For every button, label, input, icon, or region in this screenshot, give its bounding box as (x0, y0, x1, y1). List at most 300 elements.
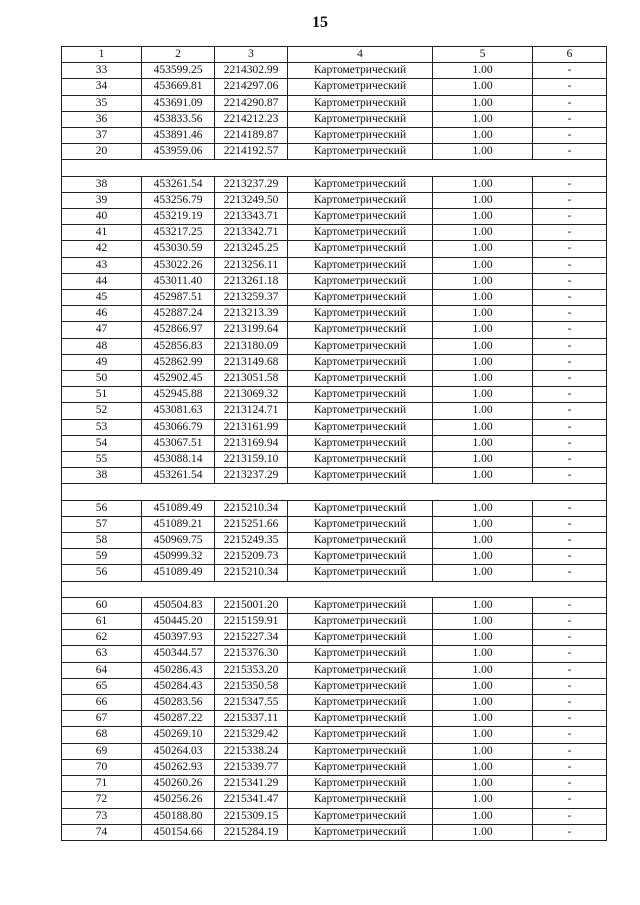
method-cell: Картометрический (288, 824, 433, 840)
x-coordinate-cell: 450269.10 (142, 727, 215, 743)
x-coordinate-cell: 452945.88 (142, 387, 215, 403)
accuracy-cell: 1.00 (433, 225, 533, 241)
method-cell: Картометрический (288, 322, 433, 338)
description-cell: - (533, 516, 607, 532)
description-cell: - (533, 403, 607, 419)
method-cell: Картометрический (288, 597, 433, 613)
point-number-cell: 68 (62, 727, 142, 743)
method-cell: Картометрический (288, 306, 433, 322)
description-cell: - (533, 549, 607, 565)
point-number-cell: 58 (62, 533, 142, 549)
x-coordinate-cell: 453891.46 (142, 128, 215, 144)
accuracy-cell: 1.00 (433, 111, 533, 127)
accuracy-cell: 1.00 (433, 500, 533, 516)
y-coordinate-cell: 2213237.29 (215, 176, 288, 192)
accuracy-cell: 1.00 (433, 776, 533, 792)
y-coordinate-cell: 2215329.42 (215, 727, 288, 743)
table-row (62, 792, 607, 808)
table-row (62, 387, 607, 403)
description-cell: - (533, 225, 607, 241)
description-cell: - (533, 452, 607, 468)
x-coordinate-cell: 453261.54 (142, 468, 215, 484)
table-row (62, 354, 607, 370)
table-row (62, 727, 607, 743)
y-coordinate-cell: 2215227.34 (215, 630, 288, 646)
description-cell: - (533, 695, 607, 711)
description-cell: - (533, 662, 607, 678)
table-row (62, 695, 607, 711)
description-cell: - (533, 176, 607, 192)
method-cell: Картометрический (288, 695, 433, 711)
point-number-cell: 57 (62, 516, 142, 532)
method-cell: Картометрический (288, 419, 433, 435)
table-row (62, 306, 607, 322)
y-coordinate-cell: 2215284.19 (215, 824, 288, 840)
point-number-cell: 36 (62, 111, 142, 127)
description-cell: - (533, 192, 607, 208)
page-number: 15 (312, 14, 328, 31)
y-coordinate-cell: 2215338.24 (215, 743, 288, 759)
y-coordinate-cell: 2215309.15 (215, 808, 288, 824)
method-cell: Картометрический (288, 144, 433, 160)
point-number-cell: 64 (62, 662, 142, 678)
x-coordinate-cell: 450284.43 (142, 678, 215, 694)
point-number-cell: 48 (62, 338, 142, 354)
y-coordinate-cell: 2213245.25 (215, 241, 288, 257)
point-number-cell: 51 (62, 387, 142, 403)
point-number-cell: 70 (62, 759, 142, 775)
accuracy-cell: 1.00 (433, 79, 533, 95)
x-coordinate-cell: 450154.66 (142, 824, 215, 840)
description-cell: - (533, 533, 607, 549)
description-cell: - (533, 111, 607, 127)
y-coordinate-cell: 2215249.35 (215, 533, 288, 549)
point-number-cell: 43 (62, 257, 142, 273)
description-cell: - (533, 128, 607, 144)
description-cell: - (533, 808, 607, 824)
y-coordinate-cell: 2215210.34 (215, 565, 288, 581)
description-cell: - (533, 209, 607, 225)
method-cell: Картометрический (288, 776, 433, 792)
table-row (62, 225, 607, 241)
y-coordinate-cell: 2214297.06 (215, 79, 288, 95)
accuracy-cell: 1.00 (433, 354, 533, 370)
description-cell: - (533, 338, 607, 354)
table-row (62, 95, 607, 111)
x-coordinate-cell: 450260.26 (142, 776, 215, 792)
table-row (62, 435, 607, 451)
method-cell: Картометрический (288, 516, 433, 532)
point-number-cell: 73 (62, 808, 142, 824)
x-coordinate-cell: 453959.06 (142, 144, 215, 160)
y-coordinate-cell: 2213213.39 (215, 306, 288, 322)
method-cell: Картометрический (288, 533, 433, 549)
x-coordinate-cell: 453691.09 (142, 95, 215, 111)
x-coordinate-cell: 452887.24 (142, 306, 215, 322)
description-cell: - (533, 371, 607, 387)
table-row (62, 338, 607, 354)
description-cell: - (533, 500, 607, 516)
description-cell: - (533, 678, 607, 694)
method-cell: Картометрический (288, 792, 433, 808)
x-coordinate-cell: 450445.20 (142, 614, 215, 630)
table-row (62, 516, 607, 532)
y-coordinate-cell: 2213051.58 (215, 371, 288, 387)
description-cell: - (533, 614, 607, 630)
point-number-cell: 63 (62, 646, 142, 662)
description-cell: - (533, 597, 607, 613)
x-coordinate-cell: 450256.26 (142, 792, 215, 808)
separator-row (62, 160, 607, 176)
accuracy-cell: 1.00 (433, 662, 533, 678)
point-number-cell: 56 (62, 565, 142, 581)
table-row (62, 79, 607, 95)
method-cell: Картометрический (288, 662, 433, 678)
method-cell: Картометрический (288, 241, 433, 257)
point-number-cell: 46 (62, 306, 142, 322)
y-coordinate-cell: 2213199.64 (215, 322, 288, 338)
table-row (62, 403, 607, 419)
description-cell: - (533, 387, 607, 403)
method-cell: Картометрический (288, 549, 433, 565)
x-coordinate-cell: 450287.22 (142, 711, 215, 727)
point-number-cell: 45 (62, 290, 142, 306)
description-cell: - (533, 322, 607, 338)
y-coordinate-cell: 2213069.32 (215, 387, 288, 403)
y-coordinate-cell: 2215251.66 (215, 516, 288, 532)
accuracy-cell: 1.00 (433, 824, 533, 840)
description-cell: - (533, 824, 607, 840)
method-cell: Картометрический (288, 468, 433, 484)
method-cell: Картометрический (288, 192, 433, 208)
point-number-cell: 50 (62, 371, 142, 387)
method-cell: Картометрический (288, 176, 433, 192)
description-cell: - (533, 646, 607, 662)
method-cell: Картометрический (288, 435, 433, 451)
y-coordinate-cell: 2215347.55 (215, 695, 288, 711)
accuracy-cell: 1.00 (433, 597, 533, 613)
method-cell: Картометрический (288, 678, 433, 694)
x-coordinate-cell: 450344.57 (142, 646, 215, 662)
point-number-cell: 41 (62, 225, 142, 241)
description-cell: - (533, 290, 607, 306)
accuracy-cell: 1.00 (433, 808, 533, 824)
table-row (62, 209, 607, 225)
point-number-cell: 66 (62, 695, 142, 711)
accuracy-cell: 1.00 (433, 533, 533, 549)
table-row (62, 257, 607, 273)
table-row (62, 711, 607, 727)
y-coordinate-cell: 2215341.47 (215, 792, 288, 808)
y-coordinate-cell: 2214192.57 (215, 144, 288, 160)
method-cell: Картометрический (288, 225, 433, 241)
method-cell: Картометрический (288, 500, 433, 516)
method-cell: Картометрический (288, 371, 433, 387)
description-cell: - (533, 759, 607, 775)
method-cell: Картометрический (288, 257, 433, 273)
x-coordinate-cell: 453217.25 (142, 225, 215, 241)
table-row (62, 144, 607, 160)
table-row (62, 533, 607, 549)
accuracy-cell: 1.00 (433, 646, 533, 662)
x-coordinate-cell: 450188.80 (142, 808, 215, 824)
point-number-cell: 35 (62, 95, 142, 111)
method-cell: Картометрический (288, 565, 433, 581)
method-cell: Картометрический (288, 111, 433, 127)
accuracy-cell: 1.00 (433, 273, 533, 289)
description-cell: - (533, 419, 607, 435)
accuracy-cell: 1.00 (433, 743, 533, 759)
method-cell: Картометрический (288, 273, 433, 289)
method-cell: Картометрический (288, 290, 433, 306)
x-coordinate-cell: 452987.51 (142, 290, 215, 306)
description-cell: - (533, 468, 607, 484)
accuracy-cell: 1.00 (433, 338, 533, 354)
method-cell: Картометрический (288, 743, 433, 759)
accuracy-cell: 1.00 (433, 290, 533, 306)
y-coordinate-cell: 2213261.18 (215, 273, 288, 289)
method-cell: Картометрический (288, 354, 433, 370)
table-row (62, 176, 607, 192)
x-coordinate-cell: 453833.56 (142, 111, 215, 127)
table-row (62, 500, 607, 516)
table-row (62, 824, 607, 840)
y-coordinate-cell: 2215209.73 (215, 549, 288, 565)
y-coordinate-cell: 2215376.30 (215, 646, 288, 662)
description-cell: - (533, 144, 607, 160)
point-number-cell: 71 (62, 776, 142, 792)
y-coordinate-cell: 2213149.68 (215, 354, 288, 370)
description-cell: - (533, 63, 607, 79)
table-row (62, 468, 607, 484)
table-row (62, 63, 607, 79)
y-coordinate-cell: 2214290.87 (215, 95, 288, 111)
method-cell: Картометрический (288, 711, 433, 727)
table-header-row (62, 47, 607, 63)
column-header: 6 (533, 47, 607, 63)
x-coordinate-cell: 452866.97 (142, 322, 215, 338)
description-cell: - (533, 565, 607, 581)
x-coordinate-cell: 453081.63 (142, 403, 215, 419)
x-coordinate-cell: 453599.25 (142, 63, 215, 79)
description-cell: - (533, 273, 607, 289)
y-coordinate-cell: 2213342.71 (215, 225, 288, 241)
point-number-cell: 72 (62, 792, 142, 808)
point-number-cell: 42 (62, 241, 142, 257)
y-coordinate-cell: 2213180.09 (215, 338, 288, 354)
x-coordinate-cell: 450264.03 (142, 743, 215, 759)
method-cell: Картометрический (288, 95, 433, 111)
table-row (62, 549, 607, 565)
point-number-cell: 60 (62, 597, 142, 613)
x-coordinate-cell: 453261.54 (142, 176, 215, 192)
y-coordinate-cell: 2213249.50 (215, 192, 288, 208)
accuracy-cell: 1.00 (433, 257, 533, 273)
point-number-cell: 20 (62, 144, 142, 160)
table-row (62, 776, 607, 792)
accuracy-cell: 1.00 (433, 128, 533, 144)
point-number-cell: 53 (62, 419, 142, 435)
x-coordinate-cell: 453011.40 (142, 273, 215, 289)
x-coordinate-cell: 450286.43 (142, 662, 215, 678)
description-cell: - (533, 306, 607, 322)
table-row (62, 646, 607, 662)
description-cell: - (533, 776, 607, 792)
x-coordinate-cell: 453256.79 (142, 192, 215, 208)
point-number-cell: 52 (62, 403, 142, 419)
accuracy-cell: 1.00 (433, 630, 533, 646)
accuracy-cell: 1.00 (433, 792, 533, 808)
accuracy-cell: 1.00 (433, 759, 533, 775)
column-header: 5 (433, 47, 533, 63)
x-coordinate-cell: 452862.99 (142, 354, 215, 370)
x-coordinate-cell: 453030.59 (142, 241, 215, 257)
y-coordinate-cell: 2213259.37 (215, 290, 288, 306)
y-coordinate-cell: 2213161.99 (215, 419, 288, 435)
table-row (62, 614, 607, 630)
table-row (62, 452, 607, 468)
x-coordinate-cell: 450283.56 (142, 695, 215, 711)
point-number-cell: 38 (62, 176, 142, 192)
accuracy-cell: 1.00 (433, 144, 533, 160)
x-coordinate-cell: 451089.49 (142, 565, 215, 581)
separator-row (62, 581, 607, 597)
point-number-cell: 59 (62, 549, 142, 565)
point-number-cell: 37 (62, 128, 142, 144)
x-coordinate-cell: 453067.51 (142, 435, 215, 451)
method-cell: Картометрический (288, 387, 433, 403)
accuracy-cell: 1.00 (433, 95, 533, 111)
method-cell: Картометрический (288, 759, 433, 775)
accuracy-cell: 1.00 (433, 403, 533, 419)
table-row (62, 111, 607, 127)
x-coordinate-cell: 453219.19 (142, 209, 215, 225)
table-row (62, 273, 607, 289)
accuracy-cell: 1.00 (433, 63, 533, 79)
point-number-cell: 47 (62, 322, 142, 338)
y-coordinate-cell: 2215210.34 (215, 500, 288, 516)
description-cell: - (533, 792, 607, 808)
table-row (62, 630, 607, 646)
y-coordinate-cell: 2214189.87 (215, 128, 288, 144)
column-header: 2 (142, 47, 215, 63)
table-row (62, 662, 607, 678)
accuracy-cell: 1.00 (433, 387, 533, 403)
point-number-cell: 40 (62, 209, 142, 225)
method-cell: Картометрический (288, 128, 433, 144)
x-coordinate-cell: 450504.83 (142, 597, 215, 613)
table-row (62, 678, 607, 694)
method-cell: Картометрический (288, 452, 433, 468)
point-number-cell: 49 (62, 354, 142, 370)
y-coordinate-cell: 2215337.11 (215, 711, 288, 727)
description-cell: - (533, 711, 607, 727)
x-coordinate-cell: 452856.83 (142, 338, 215, 354)
y-coordinate-cell: 2215001.20 (215, 597, 288, 613)
y-coordinate-cell: 2213169.94 (215, 435, 288, 451)
column-header: 4 (288, 47, 433, 63)
y-coordinate-cell: 2215159.91 (215, 614, 288, 630)
y-coordinate-cell: 2214212.23 (215, 111, 288, 127)
accuracy-cell: 1.00 (433, 614, 533, 630)
accuracy-cell: 1.00 (433, 695, 533, 711)
y-coordinate-cell: 2213124.71 (215, 403, 288, 419)
description-cell: - (533, 95, 607, 111)
description-cell: - (533, 630, 607, 646)
method-cell: Картометрический (288, 403, 433, 419)
point-number-cell: 34 (62, 79, 142, 95)
x-coordinate-cell: 450262.93 (142, 759, 215, 775)
x-coordinate-cell: 450999.32 (142, 549, 215, 565)
method-cell: Картометрический (288, 63, 433, 79)
table-row (62, 743, 607, 759)
table-row (62, 128, 607, 144)
accuracy-cell: 1.00 (433, 727, 533, 743)
table-row (62, 241, 607, 257)
table-row (62, 808, 607, 824)
point-number-cell: 56 (62, 500, 142, 516)
column-header: 3 (215, 47, 288, 63)
accuracy-cell: 1.00 (433, 565, 533, 581)
description-cell: - (533, 79, 607, 95)
x-coordinate-cell: 453669.81 (142, 79, 215, 95)
y-coordinate-cell: 2213256.11 (215, 257, 288, 273)
separator-cell (62, 581, 607, 597)
x-coordinate-cell: 450969.75 (142, 533, 215, 549)
table-row (62, 419, 607, 435)
accuracy-cell: 1.00 (433, 516, 533, 532)
accuracy-cell: 1.00 (433, 371, 533, 387)
y-coordinate-cell: 2213159.10 (215, 452, 288, 468)
table-row (62, 759, 607, 775)
y-coordinate-cell: 2214302.99 (215, 63, 288, 79)
description-cell: - (533, 743, 607, 759)
y-coordinate-cell: 2213343.71 (215, 209, 288, 225)
point-number-cell: 44 (62, 273, 142, 289)
table-row (62, 565, 607, 581)
column-header: 1 (62, 47, 142, 63)
table-row (62, 322, 607, 338)
y-coordinate-cell: 2215341.29 (215, 776, 288, 792)
x-coordinate-cell: 451089.21 (142, 516, 215, 532)
accuracy-cell: 1.00 (433, 419, 533, 435)
table-row (62, 371, 607, 387)
accuracy-cell: 1.00 (433, 209, 533, 225)
method-cell: Картометрический (288, 209, 433, 225)
point-number-cell: 62 (62, 630, 142, 646)
y-coordinate-cell: 2215339.77 (215, 759, 288, 775)
x-coordinate-cell: 453022.26 (142, 257, 215, 273)
point-number-cell: 55 (62, 452, 142, 468)
point-number-cell: 74 (62, 824, 142, 840)
point-number-cell: 61 (62, 614, 142, 630)
description-cell: - (533, 241, 607, 257)
method-cell: Картометрический (288, 646, 433, 662)
method-cell: Картометрический (288, 614, 433, 630)
accuracy-cell: 1.00 (433, 678, 533, 694)
accuracy-cell: 1.00 (433, 452, 533, 468)
table-row (62, 597, 607, 613)
separator-row (62, 484, 607, 500)
method-cell: Картометрический (288, 727, 433, 743)
point-number-cell: 67 (62, 711, 142, 727)
separator-cell (62, 484, 607, 500)
point-number-cell: 33 (62, 63, 142, 79)
x-coordinate-cell: 453088.14 (142, 452, 215, 468)
description-cell: - (533, 257, 607, 273)
method-cell: Картометрический (288, 79, 433, 95)
y-coordinate-cell: 2215353.20 (215, 662, 288, 678)
